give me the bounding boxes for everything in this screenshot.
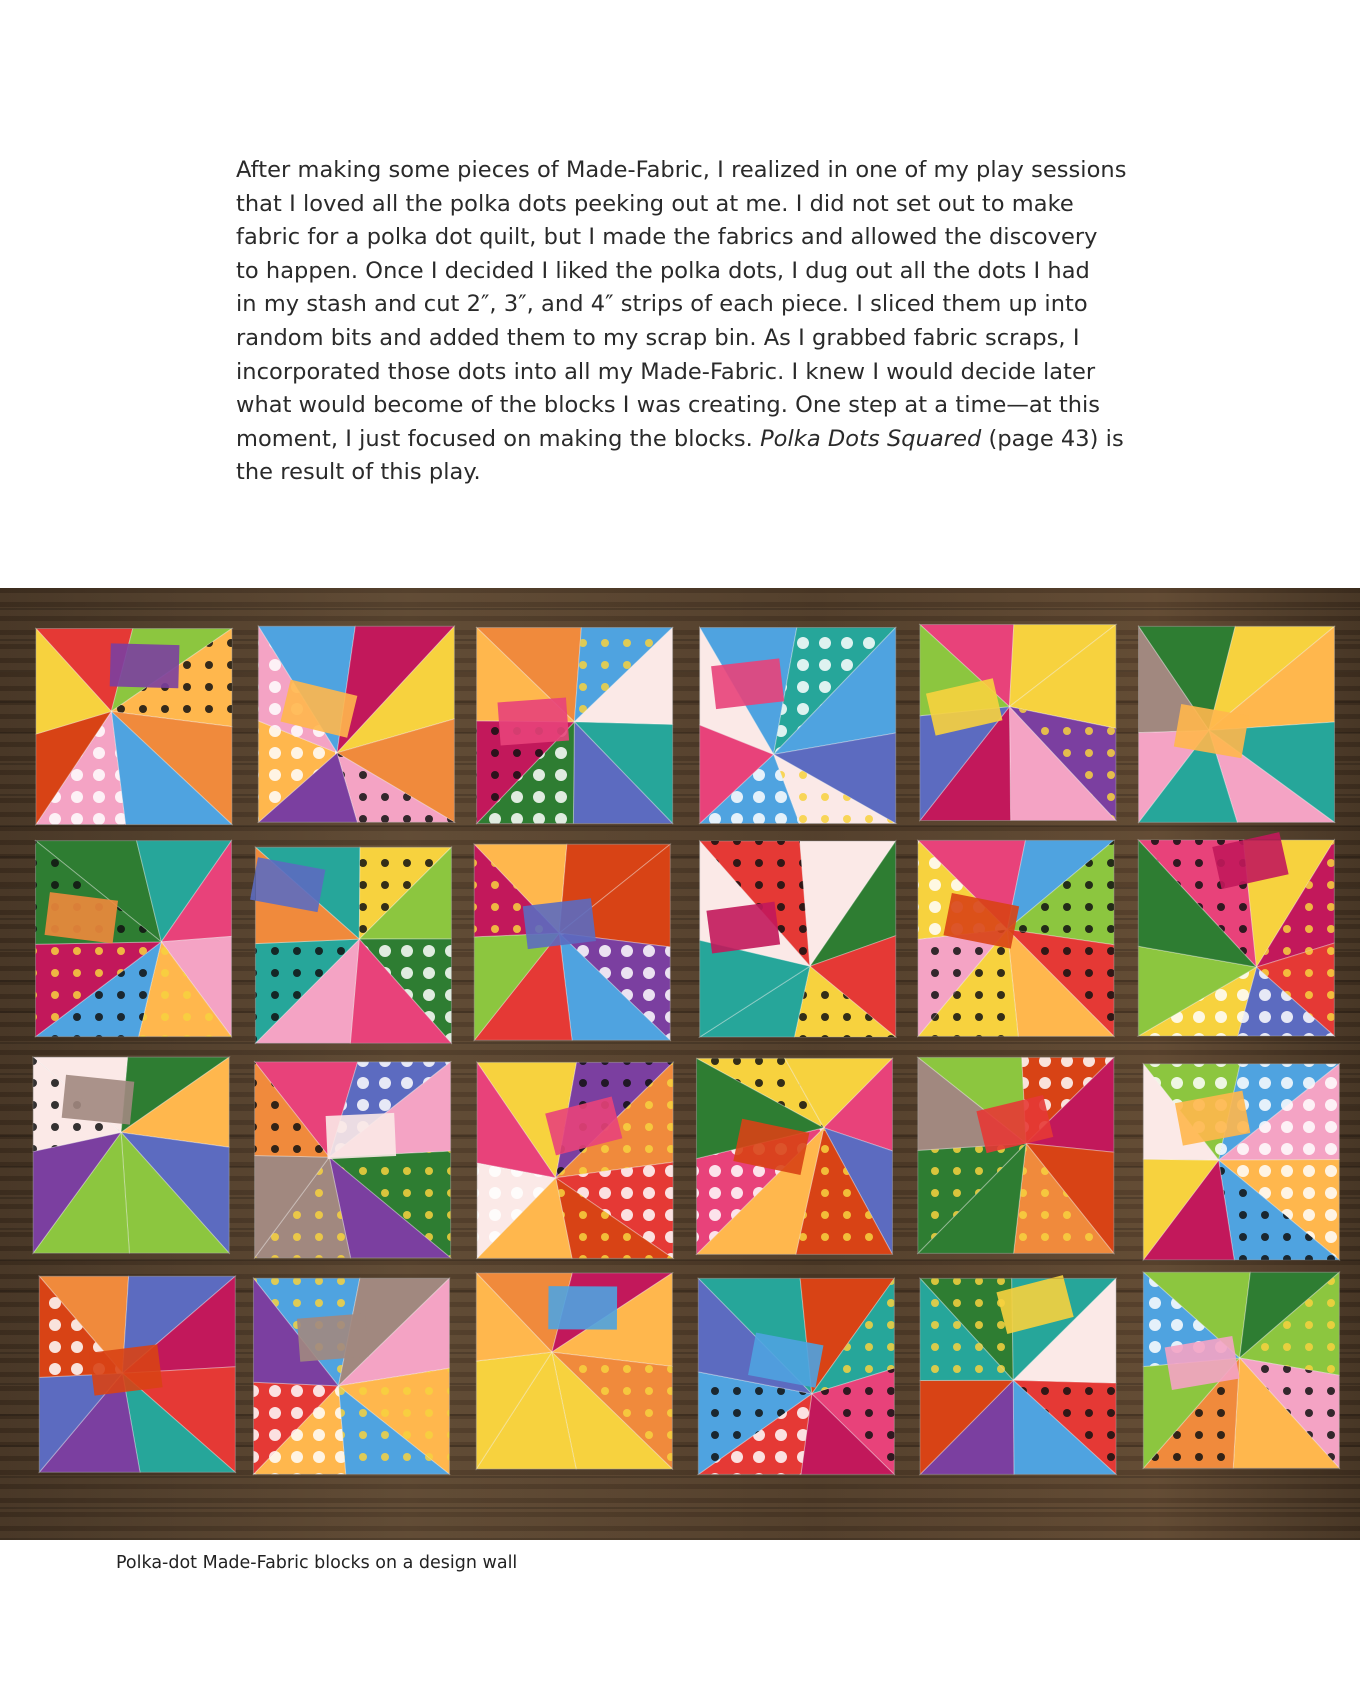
quilt-block xyxy=(1143,1064,1339,1260)
quilt-block xyxy=(36,841,232,1037)
quilt-block xyxy=(255,1062,451,1258)
quilt-block xyxy=(477,628,673,824)
quilt-block xyxy=(918,840,1114,1036)
quilt-block xyxy=(1143,1272,1339,1468)
photo-caption: Polka-dot Made-Fabric blocks on a design wall xyxy=(116,1553,518,1573)
paragraph-line-9-text: moment, I just focused on making the blocks. xyxy=(236,425,753,452)
quilt-block xyxy=(258,626,454,822)
paragraph-line-2: that I loved all the polka dots peeking out at me. I did not set out to make xyxy=(236,190,1074,217)
paragraph-line-9 xyxy=(236,423,1136,457)
quilt-block xyxy=(920,1275,1116,1474)
paragraph-line-9-tail: (page 43) is xyxy=(981,425,1124,452)
quilt-block xyxy=(700,841,896,1037)
quilt-block xyxy=(696,1058,892,1254)
quilt-block xyxy=(1138,626,1334,822)
quilt-block xyxy=(700,628,896,824)
quilt-block xyxy=(918,1057,1114,1253)
quilt-block xyxy=(39,1276,235,1472)
quilt-block xyxy=(474,844,670,1040)
paragraph-line-4: to happen. Once I decided I liked the polka dots, I dug out all the dots I had xyxy=(236,257,1090,284)
paragraph-line-10: the result of this play. xyxy=(236,459,481,486)
quilt-block xyxy=(253,1278,449,1474)
quilt-block xyxy=(33,1057,229,1253)
paragraph-line-1: After making some pieces of Made-Fabric, I realized in one of my play sessions xyxy=(236,157,1127,183)
body-paragraph xyxy=(236,154,1136,490)
paragraph-line-7: incorporated those dots into all my Made-Fabric. I knew I would decide later xyxy=(236,358,1096,385)
quilt-block xyxy=(698,1278,894,1474)
paragraph-line-8: what would become of the blocks I was creating. One step at a time—at this xyxy=(236,392,1101,419)
quilt-block xyxy=(477,1062,673,1258)
quilt-title-reference: Polka Dots Squared xyxy=(760,425,982,452)
quilt-blocks-image xyxy=(0,588,1360,1540)
quilt-block xyxy=(920,625,1116,821)
paragraph-line-6: random bits and added them to my scrap bin. As I grabbed fabric scraps, I xyxy=(236,324,1080,351)
quilt-blocks-photo xyxy=(0,588,1360,1540)
paragraph-line-3: fabric for a polka dot quilt, but I made the fabrics and allowed the discovery xyxy=(236,224,1098,251)
paragraph-line-5: in my stash and cut 2″, 3″, and 4″ strips of each piece. I sliced them up into xyxy=(236,291,1088,318)
quilt-block xyxy=(1138,832,1334,1036)
quilt-block xyxy=(36,628,232,824)
quilt-block xyxy=(250,847,451,1043)
quilt-block xyxy=(476,1273,672,1469)
